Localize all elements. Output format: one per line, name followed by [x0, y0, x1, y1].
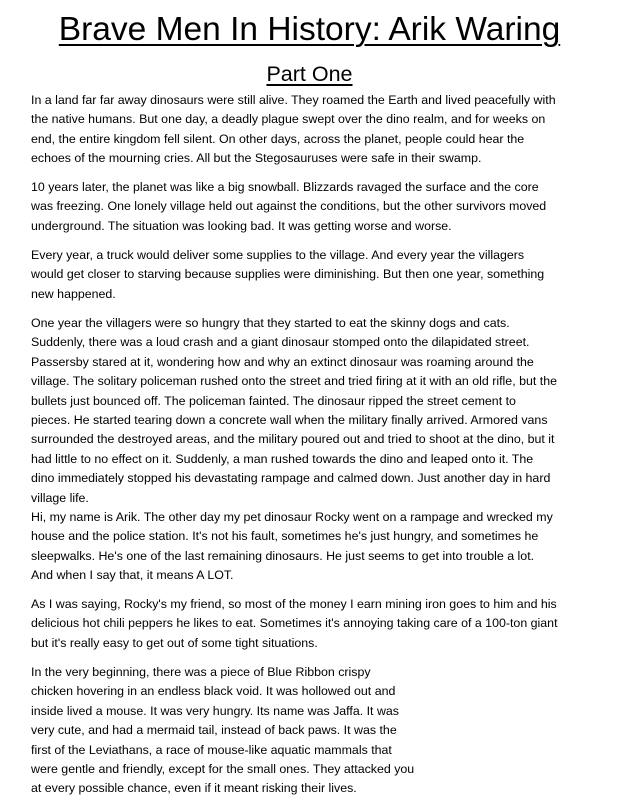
- text-line: surrounded the destroyed areas, and the military poured out and tried to shoot at the dino, but it: [31, 432, 555, 447]
- text-line: house and the police station. It's not his fault, sometimes he's just hungry, and sometimes he: [31, 529, 539, 544]
- text-line: One year the villagers were so hungry that they started to eat the skinny dogs and cats.: [31, 316, 510, 330]
- text-line: sleepwalks. He's one of the last remaining dinosaurs. He just seems to get into trouble a lot.: [31, 548, 535, 563]
- text-line: underground. The situation was looking bad. It was getting worse and worse.: [31, 218, 452, 233]
- text-line: As I was saying, Rocky's my friend, so most of the money I earn mining iron goes to him and his: [31, 597, 557, 611]
- text-line: bullets just bounced off. The policeman fainted. The dinosaur ripped the street cement to: [31, 393, 516, 408]
- paragraph-1: [31, 91, 556, 169]
- text-line: 10 years later, the planet was like a big snowball. Blizzards ravaged the surface and the core: [31, 180, 539, 194]
- text-line: was freezing. One lonely village held out against the conditions, but the other survivors moved: [31, 199, 547, 214]
- paragraph-2: [31, 178, 546, 236]
- text-line: but it's really easy to get out of some tight situations.: [31, 635, 318, 650]
- text-line: Passersby stared at it, wondering how and why an extinct dinosaur was roaming around the: [31, 354, 534, 369]
- text-line: inside lived a mouse. It was very hungry. Its name was Jaffa. It was: [31, 703, 399, 718]
- text-line: echoes of the mourning cries. All but the Stegosauruses were safe in their swamp.: [31, 151, 482, 166]
- text-line: village life.: [31, 490, 89, 505]
- text-line: very cute, and had a mermaid tail, instead of back paws. It was the: [31, 723, 397, 738]
- text-line: at every possible chance, even if it meant risking their lives.: [31, 781, 357, 796]
- text-line: Suddenly, there was a loud crash and a giant dinosaur stomped onto the dilapidated street.: [31, 335, 530, 350]
- text-line: In a land far far away dinosaurs were still alive. They roamed the Earth and lived peacefully with: [31, 93, 556, 107]
- text-line: delicious hot chili peppers he likes to eat. Sometimes it's annoying taking care of a 100-ton giant: [31, 616, 558, 631]
- text-line: Hi, my name is Arik. The other day my pet dinosaur Rocky went on a rampage and wrecked my: [31, 510, 553, 524]
- text-line: In the very beginning, there was a piece of Blue Ribbon crispy: [31, 665, 371, 679]
- text-line: And when I say that, it means A LOT.: [31, 568, 234, 583]
- text-line: pieces. He started tearing down a concrete wall when the military finally arrived. Armored vans: [31, 413, 548, 428]
- page-title: Brave Men In History: Arik Waring: [58, 11, 561, 48]
- text-line: chicken hovering in an endless black void. It was hollowed out and: [31, 684, 396, 699]
- paragraph-7: [31, 663, 414, 799]
- paragraph-4: [31, 314, 557, 508]
- text-line: Every year, a truck would deliver some supplies to the village. And every year the villagers: [31, 248, 525, 262]
- text-line: village. The solitary policeman rushed onto the street and tried firing at it with an old rifle, but the: [31, 374, 557, 389]
- text-line: the native humans. But one day, a deadly plague swept over the dino realm, and for weeks on: [31, 112, 546, 127]
- text-line: were gentle and friendly, except for the small ones. They attacked you: [31, 762, 415, 777]
- text-line: new happened.: [31, 286, 116, 301]
- paragraph-5: [31, 508, 553, 586]
- text-line: dino immediately stopped his devastating rampage and calmed down. Just another day in hard: [31, 471, 551, 486]
- paragraph-3: [31, 246, 544, 304]
- text-line: end, the entire kingdom fell silent. On other days, across the planet, people could hear the: [31, 131, 525, 146]
- page-subtitle: Part One: [266, 62, 353, 86]
- text-line: would get closer to starving because supplies were diminishing. But then one year, something: [31, 267, 545, 282]
- text-line: first of the Leviathans, a race of mouse-like aquatic mammals that: [31, 742, 392, 757]
- paragraph-6: [31, 595, 558, 653]
- text-line: had little to no effect on it. Suddenly, a man rushed towards the dino and leaped onto it. The: [31, 451, 534, 466]
